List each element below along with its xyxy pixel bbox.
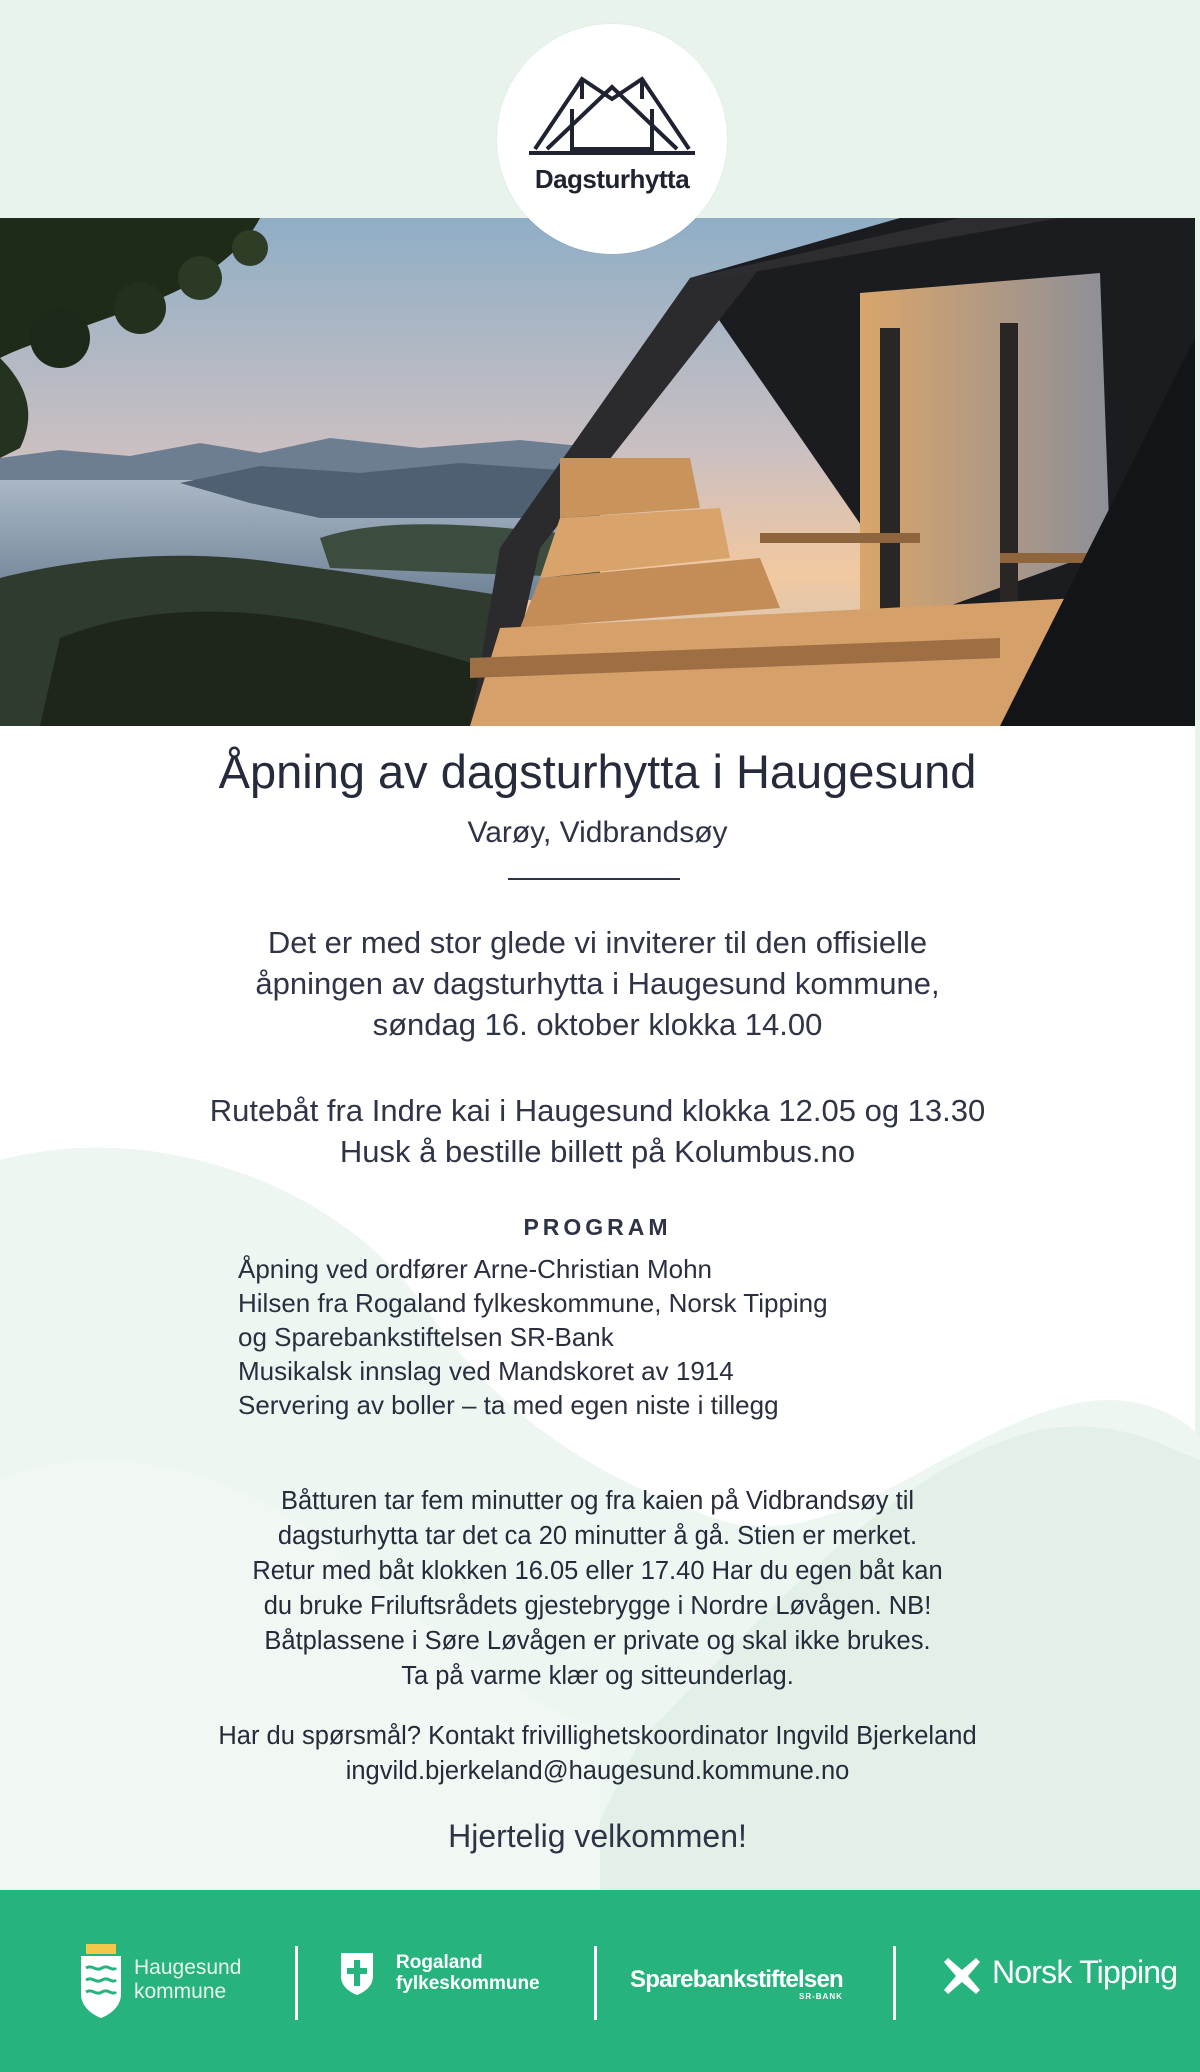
rogaland-line2: fylkeskommune xyxy=(396,1973,540,1994)
contact-paragraph xyxy=(0,1719,1195,1789)
hero-image xyxy=(0,218,1195,726)
program-item: Musikalsk innslag ved Mandskoret av 1914 xyxy=(238,1356,734,1386)
intro-line: Det er med stor glede vi inviterer til den offisielle xyxy=(267,925,928,960)
boat-line: Rutebåt fra Indre kai i Haugesund klokka 12.05 og 13.30 xyxy=(209,1093,986,1128)
haugesund-line2: kommune xyxy=(134,1980,227,2003)
location-subtitle: Varøy, Vidbrandsøy xyxy=(467,816,728,849)
sparebank-name: Sparebankstiftelsen xyxy=(630,1966,843,1993)
sponsor-separator xyxy=(893,1946,896,2020)
rogaland-line1: Rogaland xyxy=(396,1952,483,1973)
program-heading: PROGRAM xyxy=(523,1214,672,1240)
boat-paragraph xyxy=(0,1090,1195,1172)
info-line: dagsturhytta tar det ca 20 minutter å gå. Stien er merket. xyxy=(277,1522,918,1550)
logo-text: Dagsturhytta xyxy=(534,164,690,194)
dagsturhytta-logo xyxy=(497,24,727,254)
program-item: Hilsen fra Rogaland fylkeskommune, Norsk Tipping xyxy=(238,1288,828,1318)
intro-line: åpningen av dagsturhytta i Haugesund kommune, xyxy=(255,966,940,1001)
info-line: Retur med båt klokken 16.05 eller 17.40 Har du egen båt kan xyxy=(252,1557,943,1585)
program-item: Åpning ved ordfører Arne-Christian Mohn xyxy=(238,1254,713,1284)
info-line: du bruke Friluftsrådets gjestebrygge i Nordre Løvågen. NB! xyxy=(263,1592,932,1620)
program-list xyxy=(238,1252,998,1422)
cabin-logo-icon xyxy=(527,69,697,159)
haugesund-crest-icon xyxy=(78,1944,124,2018)
haugesund-line1: Haugesund xyxy=(134,1956,242,1979)
title-divider xyxy=(508,878,680,880)
sparebank-sub: SR-BANK xyxy=(799,1992,843,2001)
contact-line: Har du spørsmål? Kontakt frivillighetskoordinator Ingvild Bjerkeland xyxy=(218,1722,977,1750)
program-item: Servering av boller – ta med egen niste i tillegg xyxy=(238,1390,779,1420)
program-item: og Sparebankstiftelsen SR-Bank xyxy=(238,1322,614,1352)
sponsor-separator xyxy=(594,1946,597,2020)
info-line: Båtplassene i Søre Løvågen er private og skal ikke brukes. xyxy=(264,1627,931,1655)
intro-line: søndag 16. oktober klokka 14.00 xyxy=(372,1007,823,1042)
sparebankstiftelsen-logo xyxy=(630,1966,843,2001)
closing-greeting: Hjertelig velkommen! xyxy=(448,1818,747,1854)
sponsor-separator xyxy=(295,1946,298,2020)
rogaland-shield-icon xyxy=(340,1952,374,1996)
intro-paragraph xyxy=(0,922,1195,1045)
info-paragraph xyxy=(0,1484,1195,1694)
contact-email[interactable]: ingvild.bjerkeland@haugesund.kommune.no xyxy=(345,1757,850,1785)
page-title: Åpning av dagsturhytta i Haugesund xyxy=(218,745,977,798)
norsk-tipping-cross-icon xyxy=(942,1956,982,1996)
norsk-tipping-name: Norsk Tipping xyxy=(992,1954,1178,1990)
info-line: Båtturen tar fem minutter og fra kaien på Vidbrandsøy til xyxy=(280,1487,915,1515)
boat-line: Husk å bestille billett på Kolumbus.no xyxy=(339,1134,856,1169)
sponsor-footer xyxy=(0,1890,1200,2072)
info-line: Ta på varme klær og sitteunderlag. xyxy=(401,1662,794,1690)
